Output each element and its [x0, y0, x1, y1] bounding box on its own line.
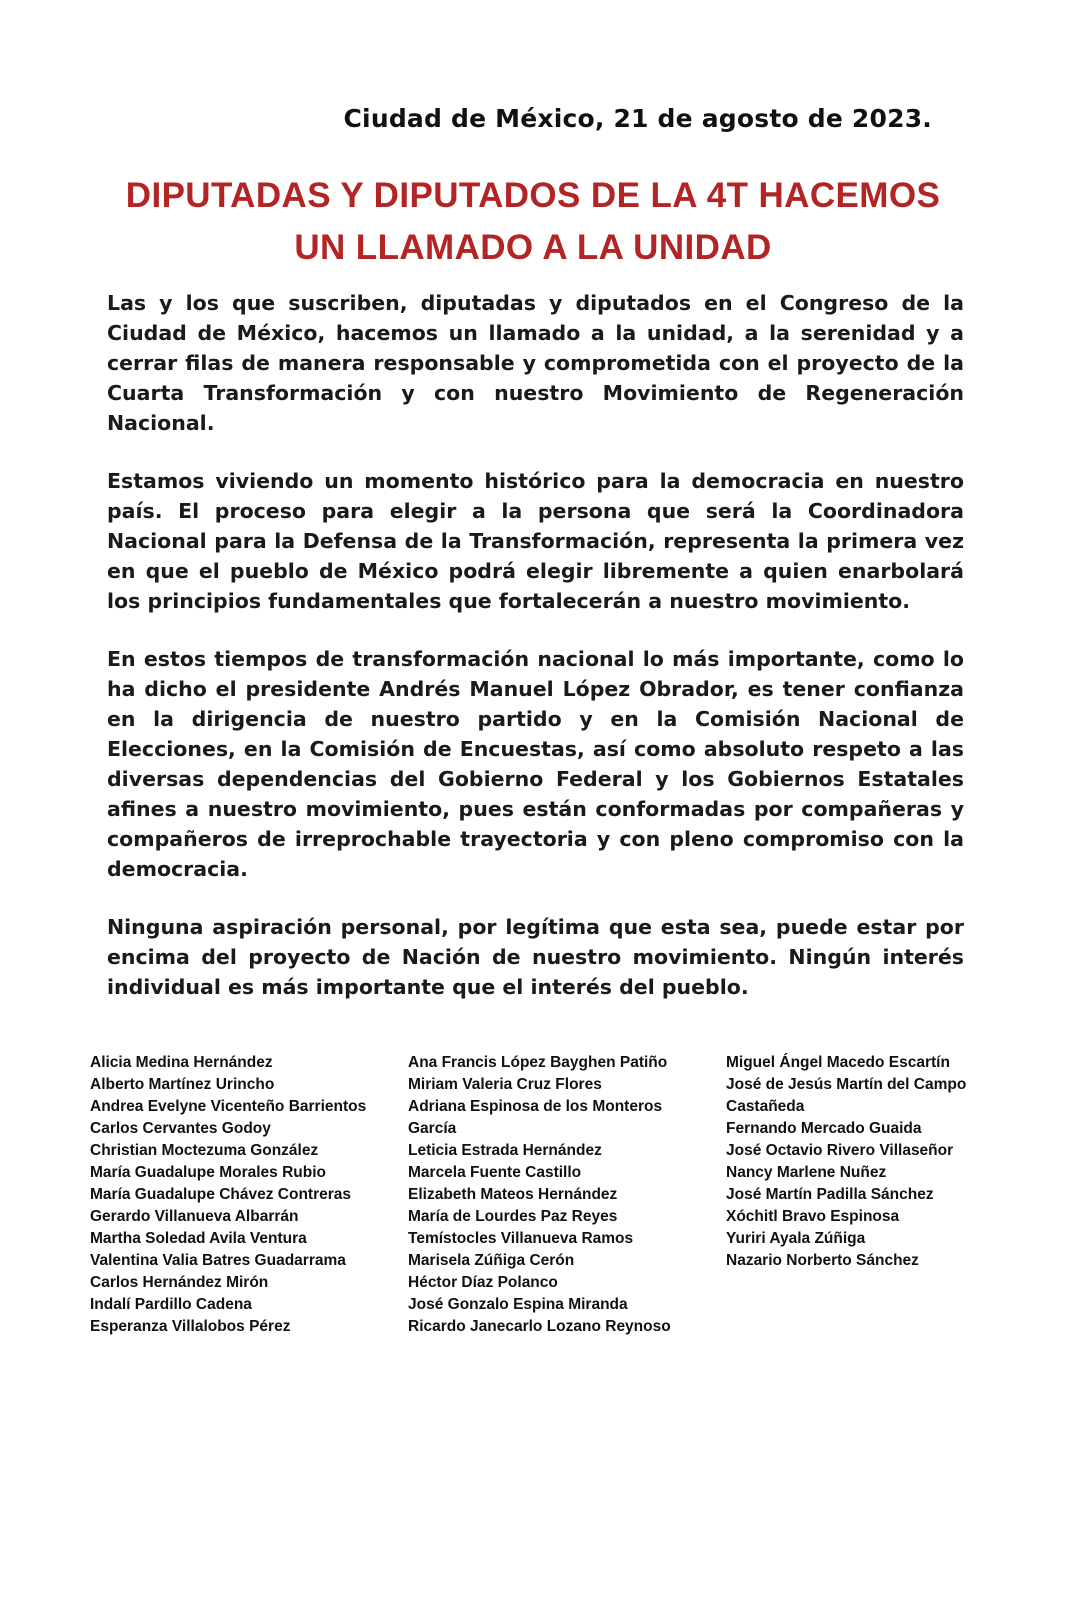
signatory-name: Yuriri Ayala Zúñiga — [726, 1230, 866, 1247]
signatory-name: Temístocles Villanueva Ramos — [408, 1230, 634, 1247]
signatory-name: Valentina Valia Batres Guadarrama — [90, 1252, 346, 1269]
signatory-name: Marisela Zúñiga Cerón — [408, 1252, 575, 1269]
paragraph-2: Estamos viviendo un momento histórico para la democracia en nuestro país. El proceso para elegir a la persona que será la Coordinadora Nacional para la Defensa de la Transformación, representa la primera vez en que el pueblo de México podrá elegir libremente a quien enarbolará los principios fundamentales que fortalecerán a nuestro movimiento. — [107, 469, 964, 613]
signatory-name: Carlos Hernández Mirón — [90, 1274, 269, 1291]
signatory-name: Miriam Valeria Cruz Flores — [408, 1076, 602, 1093]
signatory-name: García — [408, 1120, 457, 1137]
signatory-name: Indalí Pardillo Cadena — [90, 1296, 252, 1313]
signatory-name: Leticia Estrada Hernández — [408, 1142, 602, 1159]
signatory-name: Christian Moctezuma González — [90, 1142, 319, 1159]
signatory-name: Nazario Norberto Sánchez — [726, 1252, 919, 1269]
paragraph-4: Ninguna aspiración personal, por legítima que esta sea, puede estar por encima del proyecto de Nación de nuestro movimiento. Ningún interés individual es más importante que el interés del pueblo. — [107, 915, 964, 999]
signatory-name: Andrea Evelyne Vicenteño Barrientos — [90, 1098, 367, 1115]
signatories-block — [90, 1052, 986, 1338]
signatory-name: Ricardo Janecarlo Lozano Reynoso — [408, 1318, 671, 1335]
signatory-name: María Guadalupe Morales Rubio — [90, 1164, 326, 1181]
signatory-name: Nancy Marlene Nuñez — [726, 1164, 887, 1181]
signatory-name: Xóchitl Bravo Espinosa — [726, 1208, 900, 1225]
paragraph-3: En estos tiempos de transformación nacional lo más importante, como lo ha dicho el presidente Andrés Manuel López Obrador, es tener confianza en la dirigencia de nuestro partido y en la Comisión Nacional de Elecciones, en la Comisión de Encuestas, así como absoluto respeto a las diversas dependencias del Gobierno Federal y los Gobiernos Estatales afines a nuestro movimiento, pues están conformadas por compañeras y compañeros de irreprochable trayectoria y con pleno compromiso con la democracia. — [107, 647, 964, 881]
signatory-name: María de Lourdes Paz Reyes — [408, 1208, 618, 1225]
signatory-name: Martha Soledad Avila Ventura — [90, 1230, 307, 1247]
signatory-name: Miguel Ángel Macedo Escartín — [726, 1054, 950, 1071]
signatory-name: Gerardo Villanueva Albarrán — [90, 1208, 299, 1225]
signatory-name: María Guadalupe Chávez Contreras — [90, 1186, 351, 1203]
paragraph-1: Las y los que suscriben, diputadas y diputados en el Congreso de la Ciudad de México, hacemos un llamado a la unidad, a la serenidad y a cerrar filas de manera responsable y comprometida con el proyecto de la Cuarta Transformación y con nuestro Movimiento de Regeneración Nacional. — [107, 291, 964, 435]
signatory-name: Alicia Medina Hernández — [90, 1054, 273, 1071]
signatories-column-2 — [408, 1052, 726, 1338]
signatories-column-3 — [726, 1052, 986, 1338]
signatory-name: Marcela Fuente Castillo — [408, 1164, 582, 1181]
signatory-name: Esperanza Villalobos Pérez — [90, 1318, 291, 1335]
signatory-name: Fernando Mercado Guaida — [726, 1120, 922, 1137]
signatory-name: Héctor Díaz Polanco — [408, 1274, 558, 1291]
signatory-name: Carlos Cervantes Godoy — [90, 1120, 271, 1137]
signatory-name: Elizabeth Mateos Hernández — [408, 1186, 618, 1203]
dateline: Ciudad de México, 21 de agosto de 2023. — [343, 104, 932, 133]
signatory-name: Adriana Espinosa de los Monteros — [408, 1098, 663, 1115]
signatory-name: José Octavio Rivero Villaseñor — [726, 1142, 954, 1159]
signatory-name: José de Jesús Martín del Campo — [726, 1076, 967, 1093]
title-line-2: UN LLAMADO A LA UNIDAD — [294, 228, 772, 267]
signatory-name: José Martín Padilla Sánchez — [726, 1186, 934, 1203]
signatory-name: Ana Francis López Bayghen Patiño — [408, 1054, 668, 1071]
document-body — [107, 288, 964, 1030]
document-title — [60, 170, 1006, 274]
signatory-name: Alberto Martínez Urincho — [90, 1076, 275, 1093]
signatory-name: José Gonzalo Espina Miranda — [408, 1296, 628, 1313]
signatory-name: Castañeda — [726, 1098, 805, 1115]
title-line-1: DIPUTADAS Y DIPUTADOS DE LA 4T HACEMOS — [125, 176, 941, 215]
signatories-column-1 — [90, 1052, 408, 1338]
